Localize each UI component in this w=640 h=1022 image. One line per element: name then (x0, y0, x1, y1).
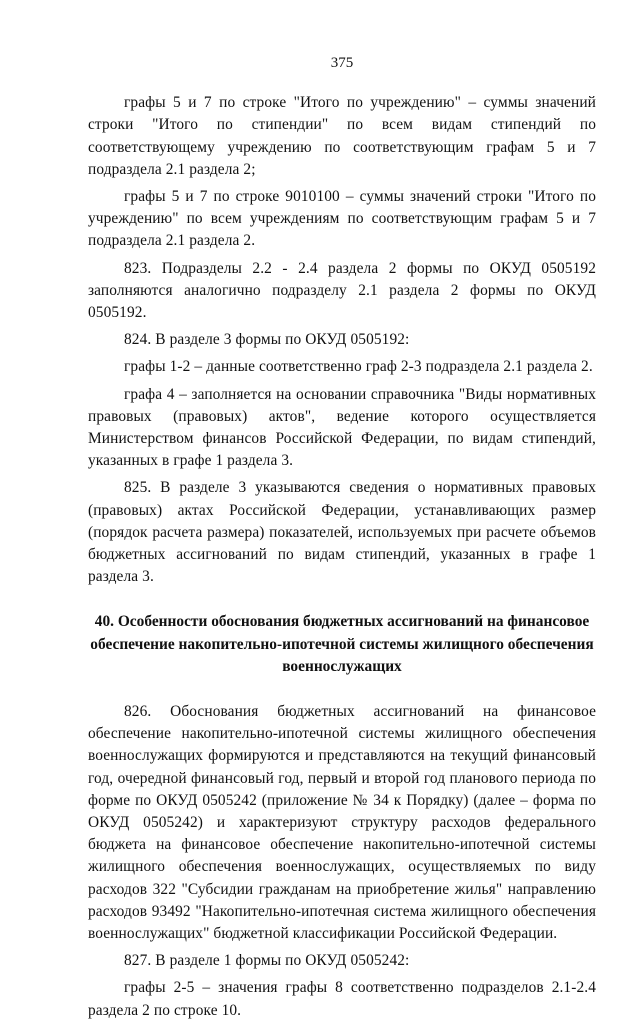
paragraph-grafy-5-7-itogo-po-stipendii: графы 5 и 7 по строке "Итого по учреждению" – суммы значений строки "Итого по стипендии" по всем видам стипендий по соответствующему учреждению по соответствующим графам 5 и 7 подраздела 2.1 раздела 2; (88, 94, 596, 178)
paragraph-825: 825. В разделе 3 указываются сведения о нормативных правовых (правовых) актах Российской Федерации, устанавливающих размер (порядок расчета размера) показателей, используемых при расчете объемов бюджетных ассигнований по видам стипендий, указанных в графе 1 раздела 3. (88, 479, 596, 586)
page-number: 375 (330, 55, 354, 71)
document-page (88, 52, 596, 1022)
paragraph-824: 824. В разделе 3 формы по ОКУД 0505192: (124, 331, 410, 349)
paragraph-grafy-2-5: графы 2-5 – значения графы 8 соответственно подразделов 2.1-2.4 раздела 2 по строке 10. (88, 979, 596, 1019)
paragraph-826: 826. Обоснования бюджетных ассигнований на финансовое обеспечение накопительно-ипотечной системы жилищного обеспечения военнослужащих формируются и представляются на текущий финансовый год, очередной финансовый год, первый и второй год планового периода по форме по ОКУД 0505242 (приложение № 34 к Порядку) (далее – форма по ОКУД 0505242) и характеризуют структуру расходов федерального бюджета на финансовое обеспечение накопительно-ипотечной системы жилищного обеспечения военнослужащих, осуществляемых по виду расходов 322 "Субсидии гражданам на приобретение жилья" направлению расходов 93492 "Накопительно-ипотечная система жилищного обеспечения военнослужащих" бюджетной классификации Российской Федерации. (88, 702, 596, 942)
paragraph-827: 827. В разделе 1 формы по ОКУД 0505242: (124, 952, 410, 970)
section-heading-40: 40. Особенности обоснования бюджетных ассигнований на финансовое обеспечение накопительно-ипотечной системы жилищного обеспечения военнослужащих (90, 613, 594, 676)
paragraph-grafy-5-7-stroka-9010100: графы 5 и 7 по строке 9010100 – суммы значений строки "Итого по учреждению" по всем учреждениям по соответствующим графам 5 и 7 подраздела 2.1 раздела 2. (88, 188, 596, 250)
paragraph-grafa-4: графа 4 – заполняется на основании справочника "Виды нормативных правовых (правовых) актов", ведение которого осуществляется Министерством финансов Российской Федерации, по видам стипендий, указанных в графе 1 раздела 3. (88, 385, 596, 470)
paragraph-grafy-1-2: графы 1-2 – данные соответственно граф 2-3 подраздела 2.1 раздела 2. (124, 358, 593, 376)
paragraph-823: 823. Подразделы 2.2 - 2.4 раздела 2 формы по ОКУД 0505192 заполняются аналогично подразделу 2.1 раздела 2 формы по ОКУД 0505192. (88, 259, 596, 322)
